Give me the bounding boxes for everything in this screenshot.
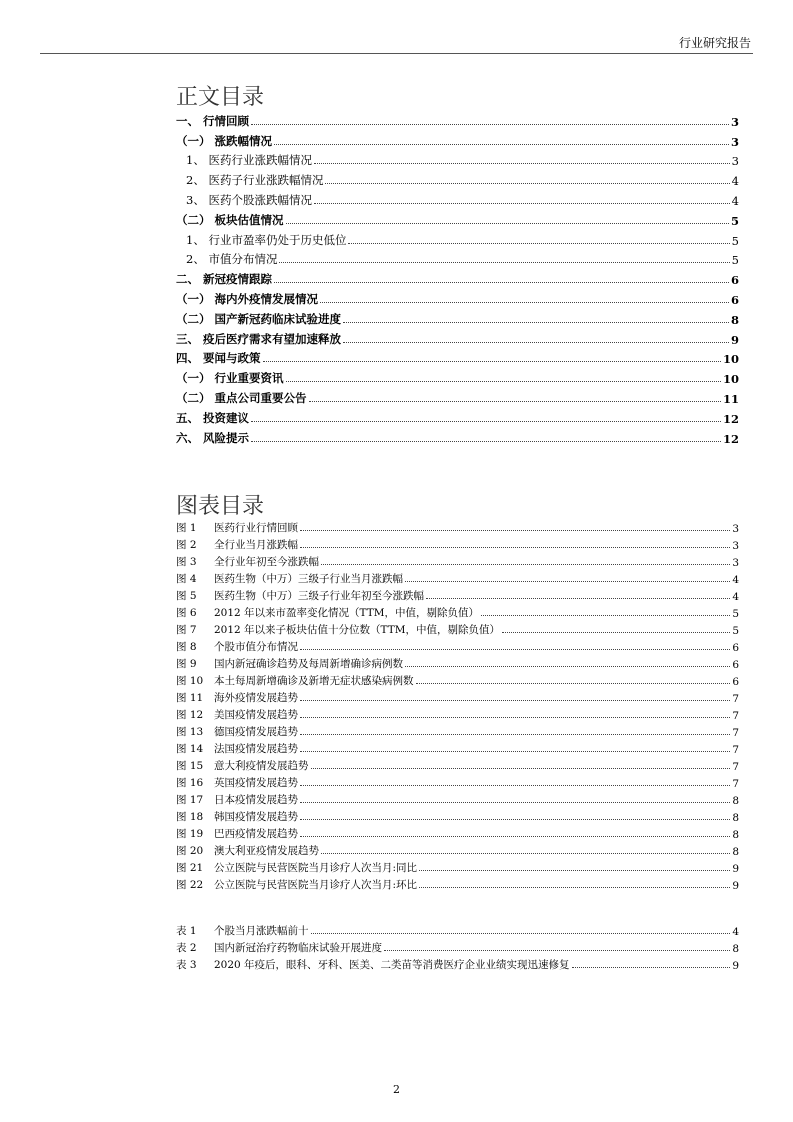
toc-entry[interactable] [176,327,739,347]
figure-entry[interactable] [176,807,739,824]
figure-entry-label [176,656,403,671]
dot-leader [321,564,730,565]
toc-entry-text: （二） 板块估值情况 [176,212,284,227]
figure-entry-number: 图 16 [176,777,204,789]
figure-entry-text: 2012 年以来市盈率变化情况（TTM，中值，剔除负值） [214,607,480,619]
figure-entry-number: 图 5 [176,590,197,602]
dot-leader [279,262,729,263]
figure-entry-text: 海外疫情发展趋势 [214,692,298,704]
figure-entry-page: 7 [732,778,739,790]
toc-entry[interactable] [176,149,739,169]
toc-entry-text: 1、 医药行业涨跌幅情况 [186,153,312,168]
toc-entry-text: 六、 风险提示 [176,430,250,445]
dot-leader [311,933,731,934]
dot-leader [416,683,731,684]
dot-leader [572,967,731,968]
toc-entry[interactable] [176,188,739,208]
figure-entry-page: 6 [732,659,739,671]
figure-entry-text: 2012 年以来子板块估值十分位数（TTM，中值，剔除负值） [214,624,501,636]
figure-entry-number: 图 2 [176,539,197,551]
figure-entry-number: 图 20 [176,845,204,857]
figure-entry-text: 韩国疫情发展趋势 [214,811,298,823]
dot-leader [274,144,729,145]
dot-leader [251,124,729,125]
figure-entry[interactable] [176,654,739,671]
toc-entry[interactable] [176,248,739,268]
figure-entry[interactable] [176,756,739,773]
figure-entry[interactable] [176,552,739,569]
figure-entry-label [176,673,414,688]
toc-entry[interactable] [176,366,739,386]
dot-leader [300,785,730,786]
toc-list [176,109,739,446]
figure-entry-text: 公立医院与民营医院当月诊疗人次当月:环比 [214,879,418,891]
figure-entry-label [176,826,298,841]
toc-entry-label [176,291,318,307]
dot-leader [251,441,721,442]
dot-leader [321,853,730,854]
dot-leader [300,819,730,820]
figure-entry-page: 7 [732,744,739,756]
toc-entry[interactable] [176,267,739,287]
toc-entry-text: 五、 投资建议 [176,410,250,425]
figure-entry-label [176,520,298,535]
toc-entry-label [176,192,312,208]
figure-entry-page: 5 [732,608,739,620]
figure-entry[interactable] [176,858,739,875]
toc-entry-page: 3 [731,154,739,169]
dot-leader [320,302,729,303]
figure-entry-number: 图 7 [176,624,197,636]
dot-leader [314,203,730,204]
toc-entry[interactable] [176,347,739,367]
figure-entry-label [176,724,298,739]
figure-entry-page: 5 [732,625,739,637]
figure-entry[interactable] [176,773,739,790]
figure-entry[interactable] [176,586,739,603]
toc-entry-page: 5 [731,233,739,248]
figure-entry-label [176,639,298,654]
dot-leader [274,282,729,283]
toc-entry[interactable] [176,307,739,327]
dot-leader [314,163,730,164]
dot-leader [300,717,730,718]
toc-entry-label [176,390,307,406]
figure-entry-label [176,860,417,875]
toc-entry-text: 四、 要闻与政策 [176,351,261,366]
toc-entry-label [176,370,284,386]
toc-entry-label [176,251,277,267]
figure-entry-text: 澳大利亚疫情发展趋势 [214,845,319,857]
dot-leader [348,243,729,244]
figure-entry-number: 图 18 [176,811,204,823]
figure-entry-label [176,588,424,603]
figure-entry[interactable] [176,722,739,739]
toc-entry-text: （二） 国产新冠药临床试验进度 [176,311,342,326]
toc-entry-label [176,271,272,287]
dot-leader [325,183,729,184]
figure-entry[interactable] [176,671,739,688]
dot-leader [419,870,730,871]
figure-entry-label [176,843,319,858]
figure-entry-page: 7 [732,710,739,722]
toc-entry-label [176,113,249,129]
figure-entry-page: 8 [732,846,739,858]
toc-entry-page: 12 [722,411,739,426]
toc-entry-label [176,350,261,366]
figure-entry-label [176,877,417,892]
figure-entry[interactable] [176,790,739,807]
table-entry[interactable] [176,938,739,955]
table-entry-number: 表 1 [176,925,197,937]
figure-entry-text: 医药生物（中万）三级子行业当月涨跌幅 [214,573,403,585]
figure-entry-number: 图 9 [176,658,197,670]
figure-entry-page: 9 [732,863,739,875]
figure-entry-page: 3 [732,523,739,535]
figure-entry-label [176,605,479,620]
toc-entry-label [176,331,341,347]
toc-entry-label [176,152,312,168]
dot-leader [300,547,730,548]
toc-entry-text: 一、 行情回顾 [176,113,250,128]
toc-entry-label [176,172,323,188]
figure-entry-page: 9 [732,880,739,892]
toc-entry-page: 9 [730,332,739,347]
toc-entry-text: 2、 医药子行业涨跌幅情况 [186,173,324,188]
toc-entry-page: 3 [730,114,739,129]
table-list [176,921,739,972]
dot-leader [263,361,721,362]
toc-entry-label [176,133,272,149]
figure-entry-label [176,571,403,586]
dot-leader [343,322,729,323]
dot-leader [502,632,730,633]
figure-entry-number: 图 22 [176,879,204,891]
figure-entry-page: 8 [732,829,739,841]
dot-leader [384,950,730,951]
figure-entry-text: 公立医院与民营医院当月诊疗人次当月:同比 [214,862,418,874]
figure-entry[interactable] [176,569,739,586]
toc-entry-page: 6 [730,273,739,288]
figure-entry[interactable] [176,739,739,756]
dot-leader [300,530,730,531]
table-entry-text: 个股当月涨跌幅前十 [214,925,309,937]
report-type-label: 行业研究报告 [678,36,751,50]
figure-entry-number: 图 15 [176,760,204,772]
dot-leader [300,836,730,837]
figure-entry[interactable] [176,824,739,841]
table-entry-label [176,940,382,955]
figure-entry-text: 意大利疫情发展趋势 [214,760,309,772]
toc-entry-page: 6 [730,292,739,307]
figure-entry[interactable] [176,841,739,858]
figure-entry-number: 图 12 [176,709,204,721]
figure-entry-text: 医药生物（中万）三级子行业年初至今涨跌幅 [214,590,424,602]
figure-entry-number: 图 4 [176,573,197,585]
dot-leader [286,223,729,224]
toc-entry-page: 4 [731,174,739,189]
figure-entry-number: 图 17 [176,794,204,806]
figure-entry[interactable] [176,875,739,892]
toc-entry[interactable] [176,406,739,426]
figure-entry-label [176,554,319,569]
toc-entry-page: 4 [731,193,739,208]
toc-entry[interactable] [176,109,739,129]
figure-entry[interactable] [176,518,739,535]
figure-entry-text: 国内新冠确诊趋势及每周新增确诊病例数 [214,658,403,670]
figure-entry-label [176,622,500,637]
dot-leader [300,734,730,735]
figure-entry-number: 图 13 [176,726,204,738]
dot-leader [405,581,730,582]
figure-entry[interactable] [176,603,739,620]
figure-entry-page: 6 [732,642,739,654]
figure-entry-number: 图 19 [176,828,204,840]
dot-leader [286,381,721,382]
toc-entry-label [176,232,346,248]
toc-entry-page: 11 [722,391,739,406]
figure-entry-page: 8 [732,812,739,824]
figure-entry-label [176,775,298,790]
dot-leader [300,700,730,701]
table-entry-label [176,923,309,938]
figure-entry[interactable] [176,688,739,705]
figure-list-title: 图表目录 [176,494,265,519]
figure-entry-number: 图 3 [176,556,197,568]
table-entry-text: 2020 年疫后，眼科、牙科、医美、二类苗等消费医疗企业业绩实现迅速修复 [214,959,570,971]
figure-entry-text: 英国疫情发展趋势 [214,777,298,789]
figure-entry-page: 3 [732,540,739,552]
figure-entry-number: 图 21 [176,862,204,874]
figure-entry-number: 图 14 [176,743,204,755]
figure-entry-text: 美国疫情发展趋势 [214,709,298,721]
table-entry[interactable] [176,921,739,938]
toc-entry-text: （一） 行业重要资讯 [176,371,284,386]
figure-entry-page: 6 [732,676,739,688]
figure-entry-page: 8 [732,795,739,807]
toc-entry-text: （二） 重点公司重要公告 [176,390,307,405]
figure-entry-label [176,537,298,552]
figure-entry[interactable] [176,705,739,722]
toc-entry[interactable] [176,208,739,228]
figure-entry-text: 德国疫情发展趋势 [214,726,298,738]
table-entry-number: 表 3 [176,959,197,971]
figure-entry-number: 图 6 [176,607,197,619]
toc-entry[interactable] [176,426,739,446]
toc-entry-label [176,212,284,228]
figure-entry-page: 7 [732,761,739,773]
toc-entry-text: 二、 新冠疫情跟踪 [176,272,273,287]
figure-entry[interactable] [176,637,739,654]
toc-entry[interactable] [176,228,739,248]
table-entry-page: 8 [732,943,739,955]
figure-entry-text: 个股市值分布情况 [214,641,298,653]
figure-entry-text: 本土每周新增确诊及新增无症状感染病例数 [214,675,414,687]
figure-entry-text: 全行业年初至今涨跌幅 [214,556,319,568]
table-entry-number: 表 2 [176,942,197,954]
toc-entry[interactable] [176,287,739,307]
toc-entry[interactable] [176,386,739,406]
figure-entry-label [176,809,298,824]
table-entry-page: 9 [732,960,739,972]
figure-entry-text: 法国疫情发展趋势 [214,743,298,755]
dot-leader [481,615,730,616]
dot-leader [251,421,721,422]
figure-entry-number: 图 10 [176,675,204,687]
toc-entry-page: 12 [722,431,739,446]
table-entry-text: 国内新冠治疗药物临床试验开展进度 [214,942,382,954]
toc-entry-text: 3、 医药个股涨跌幅情况 [186,192,312,207]
figure-entry-label [176,707,298,722]
dot-leader [419,887,730,888]
figure-entry-page: 3 [732,557,739,569]
dot-leader [300,751,730,752]
toc-entry-page: 3 [730,134,739,149]
dot-leader [426,598,730,599]
toc-title: 正文目录 [176,85,265,110]
toc-entry-page: 10 [722,372,739,387]
figure-entry-label [176,690,298,705]
figure-entry-page: 7 [732,727,739,739]
figure-entry-number: 图 8 [176,641,197,653]
toc-entry-page: 8 [730,312,739,327]
toc-entry-text: （一） 海内外疫情发展情况 [176,291,319,306]
figure-entry-text: 医药行业行情回顾 [214,522,298,534]
toc-entry[interactable] [176,129,739,149]
figure-entry-text: 巴西疫情发展趋势 [214,828,298,840]
figure-entry-label [176,792,298,807]
dot-leader [309,401,721,402]
figure-entry-text: 全行业当月涨跌幅 [214,539,298,551]
figure-entry-page: 7 [732,693,739,705]
toc-entry[interactable] [176,168,739,188]
toc-entry-text: （一） 涨跌幅情况 [176,133,273,148]
toc-entry-text: 2、 市值分布情况 [186,252,278,267]
toc-entry-text: 1、 行业市盈率仍处于历史低位 [186,232,347,247]
toc-entry-label [176,430,249,446]
figure-list [176,518,739,892]
toc-entry-page: 5 [730,213,739,228]
figure-entry-text: 日本疫情发展趋势 [214,794,298,806]
dot-leader [405,666,730,667]
figure-entry-number: 图 1 [176,522,197,534]
toc-entry-page: 10 [722,352,739,367]
figure-entry-number: 图 11 [176,692,204,704]
toc-entry-label [176,410,249,426]
toc-entry-text: 三、 疫后医疗需求有望加速释放 [176,331,342,346]
header-divider [40,53,753,54]
table-entry-page: 4 [732,926,739,938]
table-entry[interactable] [176,955,739,972]
table-entry-label [176,957,570,972]
page-number: 2 [393,1083,400,1096]
figure-entry-label [176,758,309,773]
toc-entry-label [176,311,341,327]
dot-leader [300,649,730,650]
figure-entry-label [176,741,298,756]
figure-entry-page: 4 [732,574,739,586]
dot-leader [300,802,730,803]
dot-leader [311,768,731,769]
dot-leader [343,342,729,343]
figure-entry[interactable] [176,620,739,637]
toc-entry-page: 5 [731,253,739,268]
figure-entry-page: 4 [732,591,739,603]
figure-entry[interactable] [176,535,739,552]
